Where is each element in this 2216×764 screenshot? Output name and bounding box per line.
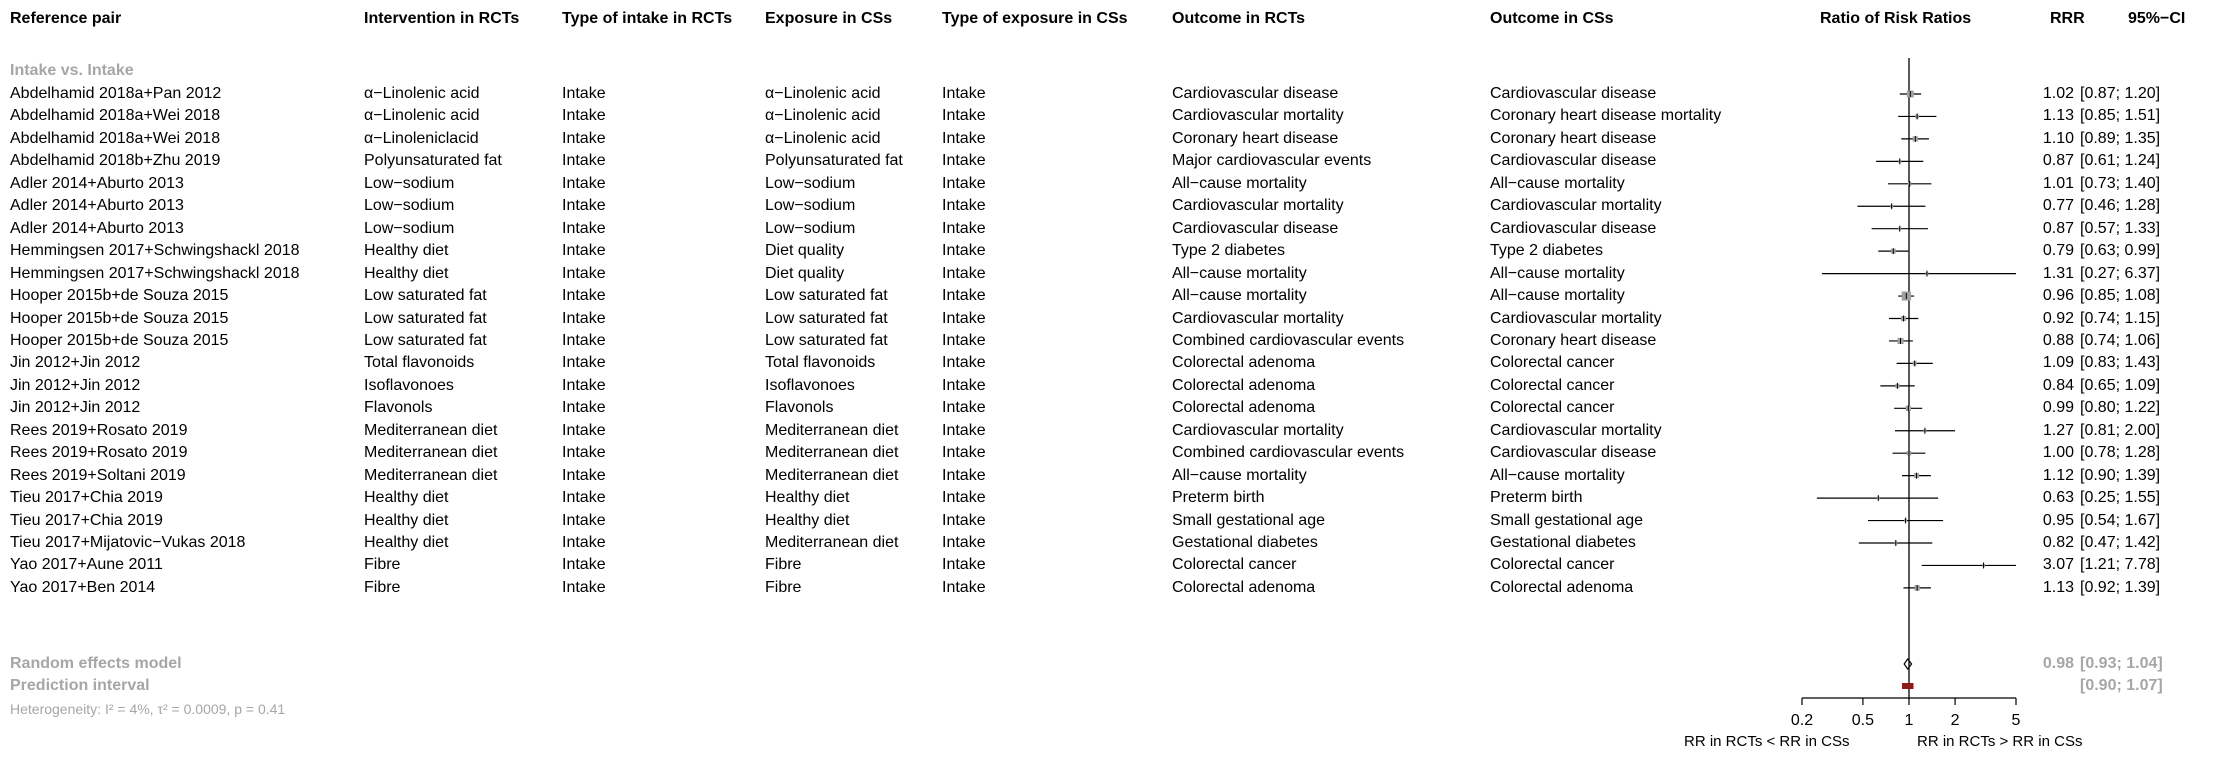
cell-int: Mediterranean diet	[364, 466, 498, 484]
cell-type-cs: Intake	[942, 556, 986, 574]
x-tick-label: 1	[1904, 712, 1914, 729]
cell-out-cs: Small gestational age	[1490, 511, 1643, 529]
cell-int: Low saturated fat	[364, 287, 487, 305]
cell-int: Healthy diet	[364, 534, 449, 551]
cell-rrr: 0.96	[2042, 287, 2074, 305]
cell-int: Low saturated fat	[364, 331, 487, 349]
cell-type-cs: Intake	[942, 287, 986, 305]
cell-rrr: 1.01	[2042, 174, 2074, 192]
cell-exp: Mediterranean diet	[765, 421, 899, 439]
cell-ref: Rees 2019+Rosato 2019	[10, 421, 188, 439]
cell-rrr: 0.95	[2042, 511, 2074, 529]
cell-rrr: 1.27	[2042, 421, 2074, 439]
cell-out-cs: Cardiovascular disease	[1490, 219, 1657, 237]
cell-type-rct: Intake	[562, 511, 606, 529]
cell-exp: Low saturated fat	[765, 287, 888, 305]
cell-exp: Healthy diet	[765, 489, 850, 507]
cell-rrr: 1.31	[2042, 264, 2074, 282]
cell-ci: [0.46; 1.28]	[2080, 197, 2161, 215]
cell-out-cs: Cardiovascular mortality	[1490, 421, 1662, 439]
header-rrr: RRR	[2050, 10, 2085, 27]
cell-exp: Mediterranean diet	[765, 534, 899, 551]
cell-exp: Total flavonoids	[765, 354, 876, 372]
cell-out-rct: Combined cardiovascular events	[1172, 444, 1405, 462]
cell-ref: Rees 2019+Rosato 2019	[10, 444, 188, 462]
cell-ref: Yao 2017+Aune 2011	[10, 556, 163, 574]
cell-int: Fibre	[364, 578, 401, 596]
cell-int: Fibre	[364, 556, 401, 574]
cell-ci: [0.78; 1.28]	[2080, 444, 2161, 462]
cell-out-cs: Cardiovascular mortality	[1490, 197, 1662, 215]
cell-int: Mediterranean diet	[364, 421, 498, 439]
cell-ref: Abdelhamid 2018a+Wei 2018	[10, 129, 221, 147]
cell-ci: [0.83; 1.43]	[2080, 354, 2161, 372]
header-outcome-rct: Outcome in RCTs	[1172, 10, 1306, 27]
cell-out-rct: Cardiovascular disease	[1172, 85, 1339, 102]
cell-out-rct: Colorectal adenoma	[1172, 354, 1316, 372]
cell-ref: Hooper 2015b+de Souza 2015	[10, 309, 229, 327]
cell-type-rct: Intake	[562, 264, 606, 282]
cell-ref: Hemmingsen 2017+Schwingshackl 2018	[10, 242, 300, 260]
cell-ci: [0.73; 1.40]	[2080, 174, 2161, 192]
cell-type-cs: Intake	[942, 331, 986, 349]
cell-type-rct: Intake	[562, 242, 606, 260]
cell-exp: Low−sodium	[765, 197, 856, 215]
cell-exp: Diet quality	[765, 242, 845, 260]
cell-out-cs: Colorectal adenoma	[1490, 578, 1634, 596]
cell-int: Healthy diet	[364, 264, 449, 282]
prediction-label: Prediction interval	[10, 677, 150, 694]
cell-exp: Mediterranean diet	[765, 444, 899, 462]
cell-rrr: 3.07	[2042, 556, 2074, 574]
heterogeneity-stats: Heterogeneity: I² = 4%, τ² = 0.0009, p = 0.41	[10, 701, 286, 717]
cell-exp: Polyunsaturated fat	[765, 152, 903, 170]
cell-exp: Healthy diet	[765, 511, 850, 529]
cell-type-cs: Intake	[942, 107, 986, 125]
cell-exp: Flavonols	[765, 399, 834, 417]
cell-ci: [0.27; 6.37]	[2080, 264, 2161, 282]
cell-type-rct: Intake	[562, 534, 606, 551]
cell-int: Low−sodium	[364, 197, 455, 215]
cell-rrr: 1.12	[2042, 466, 2074, 484]
pooled-diamond	[1904, 659, 1911, 669]
x-tick-label: 0.2	[1790, 712, 1814, 729]
subgroup-label: Intake vs. Intake	[10, 62, 134, 79]
cell-ref: Jin 2012+Jin 2012	[10, 376, 141, 394]
cell-out-rct: Colorectal adenoma	[1172, 399, 1316, 417]
cell-rrr: 1.09	[2042, 354, 2074, 372]
cell-out-cs: All−cause mortality	[1490, 466, 1625, 484]
cell-ref: Tieu 2017+Chia 2019	[10, 489, 163, 507]
cell-type-rct: Intake	[562, 197, 606, 215]
cell-type-rct: Intake	[562, 309, 606, 327]
cell-exp: Low−sodium	[765, 219, 856, 237]
cell-int: Isoflavonoes	[364, 376, 454, 394]
cell-out-rct: Cardiovascular mortality	[1172, 107, 1344, 125]
cell-rrr: 0.84	[2042, 376, 2074, 394]
cell-out-cs: Coronary heart disease mortality	[1490, 107, 1722, 125]
cell-rrr: 1.02	[2042, 85, 2074, 102]
cell-ci: [0.87; 1.20]	[2080, 85, 2161, 102]
x-tick-label: 5	[2011, 712, 2021, 729]
cell-out-rct: Cardiovascular disease	[1172, 219, 1339, 237]
cell-int: Flavonols	[364, 399, 433, 417]
cell-out-cs: Type 2 diabetes	[1490, 242, 1603, 260]
cell-out-cs: All−cause mortality	[1490, 264, 1625, 282]
cell-ci: [0.92; 1.39]	[2080, 578, 2161, 596]
cell-rrr: 0.87	[2042, 219, 2074, 237]
cell-int: α−Linoleniclacid	[364, 129, 479, 147]
cell-out-rct: All−cause mortality	[1172, 264, 1307, 282]
cell-out-cs: Cardiovascular mortality	[1490, 309, 1662, 327]
cell-exp: Low saturated fat	[765, 331, 888, 349]
cell-rrr: 0.87	[2042, 152, 2074, 170]
cell-type-rct: Intake	[562, 489, 606, 507]
cell-type-cs: Intake	[942, 354, 986, 372]
cell-type-cs: Intake	[942, 399, 986, 417]
pooled-label: Random effects model	[10, 655, 182, 672]
cell-type-cs: Intake	[942, 174, 986, 192]
cell-type-rct: Intake	[562, 152, 606, 170]
cell-rrr: 1.00	[2042, 444, 2074, 462]
cell-out-cs: All−cause mortality	[1490, 287, 1625, 305]
cell-type-rct: Intake	[562, 354, 606, 372]
header-ratio-of-risk-ratios: Ratio of Risk Ratios	[1820, 10, 1972, 27]
header-outcome-cs: Outcome in CSs	[1490, 10, 1614, 27]
cell-out-rct: Cardiovascular mortality	[1172, 421, 1344, 439]
cell-ci: [0.90; 1.39]	[2080, 466, 2161, 484]
cell-out-cs: Colorectal cancer	[1490, 354, 1615, 372]
header-exposure-cs: Exposure in CSs	[765, 10, 893, 27]
cell-type-rct: Intake	[562, 466, 606, 484]
cell-rrr: 0.99	[2042, 399, 2074, 417]
x-caption-right: RR in RCTs > RR in CSs	[1917, 733, 2083, 750]
cell-out-rct: All−cause mortality	[1172, 174, 1307, 192]
cell-out-rct: Colorectal adenoma	[1172, 578, 1316, 596]
cell-ci: [0.25; 1.55]	[2080, 489, 2161, 507]
cell-rrr: 1.13	[2042, 578, 2074, 596]
cell-out-rct: All−cause mortality	[1172, 287, 1307, 305]
cell-out-rct: Combined cardiovascular events	[1172, 331, 1405, 349]
cell-int: Low saturated fat	[364, 309, 487, 327]
cell-type-rct: Intake	[562, 376, 606, 394]
cell-ref: Abdelhamid 2018b+Zhu 2019	[10, 152, 221, 170]
cell-rrr: 0.63	[2042, 489, 2074, 507]
cell-ci: [0.74; 1.06]	[2080, 331, 2161, 349]
cell-int: Mediterranean diet	[364, 444, 498, 462]
x-tick-label: 0.5	[1851, 712, 1875, 729]
cell-type-cs: Intake	[942, 197, 986, 215]
cell-exp: α−Linolenic acid	[765, 129, 881, 147]
cell-type-cs: Intake	[942, 309, 986, 327]
prediction-bar	[1902, 683, 1914, 689]
cell-out-cs: Coronary heart disease	[1490, 331, 1657, 349]
cell-type-cs: Intake	[942, 242, 986, 260]
cell-ci: [0.81; 2.00]	[2080, 421, 2161, 439]
cell-out-rct: Coronary heart disease	[1172, 129, 1339, 147]
cell-out-cs: Cardiovascular disease	[1490, 152, 1657, 170]
cell-type-cs: Intake	[942, 85, 986, 102]
cell-ref: Abdelhamid 2018a+Pan 2012	[10, 85, 222, 102]
pooled-ci: [0.93; 1.04]	[2080, 655, 2163, 672]
cell-ref: Jin 2012+Jin 2012	[10, 354, 141, 372]
cell-out-cs: Coronary heart disease	[1490, 129, 1657, 147]
cell-type-rct: Intake	[562, 174, 606, 192]
cell-type-rct: Intake	[562, 421, 606, 439]
cell-ref: Jin 2012+Jin 2012	[10, 399, 141, 417]
cell-out-rct: All−cause mortality	[1172, 466, 1307, 484]
cell-ref: Abdelhamid 2018a+Wei 2018	[10, 107, 221, 125]
cell-ref: Tieu 2017+Chia 2019	[10, 511, 163, 529]
cell-out-rct: Cardiovascular mortality	[1172, 309, 1344, 327]
cell-ref: Hemmingsen 2017+Schwingshackl 2018	[10, 264, 300, 282]
cell-out-rct: Preterm birth	[1172, 489, 1265, 507]
cell-out-cs: Cardiovascular disease	[1490, 85, 1657, 102]
cell-type-rct: Intake	[562, 556, 606, 574]
cell-ci: [0.63; 0.99]	[2080, 242, 2161, 260]
cell-exp: Mediterranean diet	[765, 466, 899, 484]
header-type-intake-rct: Type of intake in RCTs	[562, 10, 733, 27]
cell-rrr: 0.82	[2042, 534, 2074, 551]
cell-out-rct: Small gestational age	[1172, 511, 1325, 529]
cell-int: Low−sodium	[364, 219, 455, 237]
cell-type-cs: Intake	[942, 489, 986, 507]
cell-out-rct: Major cardiovascular events	[1172, 152, 1372, 170]
cell-out-rct: Type 2 diabetes	[1172, 242, 1285, 260]
cell-ref: Yao 2017+Ben 2014	[10, 578, 156, 596]
cell-out-rct: Cardiovascular mortality	[1172, 197, 1344, 215]
cell-exp: Fibre	[765, 556, 802, 574]
cell-type-rct: Intake	[562, 219, 606, 237]
header-type-exposure-cs: Type of exposure in CSs	[942, 10, 1128, 27]
cell-int: Low−sodium	[364, 174, 455, 192]
cell-ci: [0.54; 1.67]	[2080, 511, 2161, 529]
cell-ref: Tieu 2017+Mijatovic−Vukas 2018	[10, 534, 246, 551]
cell-type-cs: Intake	[942, 219, 986, 237]
header-reference-pair: Reference pair	[10, 10, 122, 27]
cell-ci: [0.80; 1.22]	[2080, 399, 2161, 417]
cell-ref: Hooper 2015b+de Souza 2015	[10, 287, 229, 305]
cell-int: α−Linolenic acid	[364, 85, 480, 102]
cell-type-cs: Intake	[942, 511, 986, 529]
cell-type-rct: Intake	[562, 444, 606, 462]
cell-type-cs: Intake	[942, 466, 986, 484]
cell-out-cs: Colorectal cancer	[1490, 376, 1615, 394]
cell-out-cs: All−cause mortality	[1490, 174, 1625, 192]
cell-ci: [0.74; 1.15]	[2080, 309, 2161, 327]
cell-exp: Isoflavonoes	[765, 376, 855, 394]
cell-type-cs: Intake	[942, 264, 986, 282]
cell-exp: Diet quality	[765, 264, 845, 282]
cell-int: Healthy diet	[364, 489, 449, 507]
cell-ci: [1.21; 7.78]	[2080, 556, 2161, 574]
x-caption-left: RR in RCTs < RR in CSs	[1684, 733, 1850, 750]
cell-int: Total flavonoids	[364, 354, 475, 372]
cell-type-rct: Intake	[562, 129, 606, 147]
header-intervention-rct: Intervention in RCTs	[364, 10, 520, 27]
cell-type-cs: Intake	[942, 578, 986, 596]
cell-type-cs: Intake	[942, 152, 986, 170]
cell-out-cs: Colorectal cancer	[1490, 556, 1615, 574]
cell-type-cs: Intake	[942, 376, 986, 394]
cell-ref: Rees 2019+Soltani 2019	[10, 466, 186, 484]
cell-out-rct: Colorectal cancer	[1172, 556, 1297, 574]
pooled-rrr: 0.98	[2042, 655, 2074, 672]
cell-ref: Hooper 2015b+de Souza 2015	[10, 331, 229, 349]
cell-exp: α−Linolenic acid	[765, 107, 881, 125]
cell-exp: Low−sodium	[765, 174, 856, 192]
header-ci: 95%−CI	[2128, 10, 2186, 27]
cell-ci: [0.61; 1.24]	[2080, 152, 2161, 170]
cell-ci: [0.65; 1.09]	[2080, 376, 2161, 394]
cell-rrr: 0.79	[2042, 242, 2074, 260]
prediction-ci: [0.90; 1.07]	[2080, 677, 2163, 694]
cell-int: Healthy diet	[364, 511, 449, 529]
cell-out-cs: Colorectal cancer	[1490, 399, 1615, 417]
cell-ci: [0.57; 1.33]	[2080, 219, 2161, 237]
cell-out-rct: Colorectal adenoma	[1172, 376, 1316, 394]
cell-rrr: 0.92	[2042, 309, 2074, 327]
cell-ci: [0.85; 1.51]	[2080, 107, 2161, 125]
cell-exp: Fibre	[765, 578, 802, 596]
cell-exp: α−Linolenic acid	[765, 85, 881, 102]
cell-rrr: 1.13	[2042, 107, 2074, 125]
cell-type-cs: Intake	[942, 444, 986, 462]
cell-type-rct: Intake	[562, 399, 606, 417]
cell-int: Healthy diet	[364, 242, 449, 260]
cell-rrr: 1.10	[2042, 129, 2074, 147]
cell-type-cs: Intake	[942, 129, 986, 147]
cell-type-rct: Intake	[562, 287, 606, 305]
cell-out-rct: Gestational diabetes	[1172, 534, 1318, 551]
cell-rrr: 0.88	[2042, 331, 2074, 349]
cell-ci: [0.89; 1.35]	[2080, 129, 2161, 147]
cell-ref: Adler 2014+Aburto 2013	[10, 197, 184, 215]
cell-exp: Low saturated fat	[765, 309, 888, 327]
cell-type-rct: Intake	[562, 107, 606, 125]
cell-type-rct: Intake	[562, 578, 606, 596]
cell-out-cs: Gestational diabetes	[1490, 534, 1636, 551]
cell-ci: [0.47; 1.42]	[2080, 534, 2161, 551]
cell-rrr: 0.77	[2042, 197, 2074, 215]
cell-ref: Adler 2014+Aburto 2013	[10, 174, 184, 192]
cell-type-cs: Intake	[942, 534, 986, 551]
cell-ref: Adler 2014+Aburto 2013	[10, 219, 184, 237]
cell-type-rct: Intake	[562, 331, 606, 349]
cell-ci: [0.85; 1.08]	[2080, 287, 2161, 305]
cell-int: Polyunsaturated fat	[364, 152, 502, 170]
cell-out-cs: Cardiovascular disease	[1490, 444, 1657, 462]
cell-type-cs: Intake	[942, 421, 986, 439]
cell-out-cs: Preterm birth	[1490, 489, 1583, 507]
cell-type-rct: Intake	[562, 85, 606, 102]
cell-int: α−Linolenic acid	[364, 107, 480, 125]
x-tick-label: 2	[1950, 712, 1960, 729]
